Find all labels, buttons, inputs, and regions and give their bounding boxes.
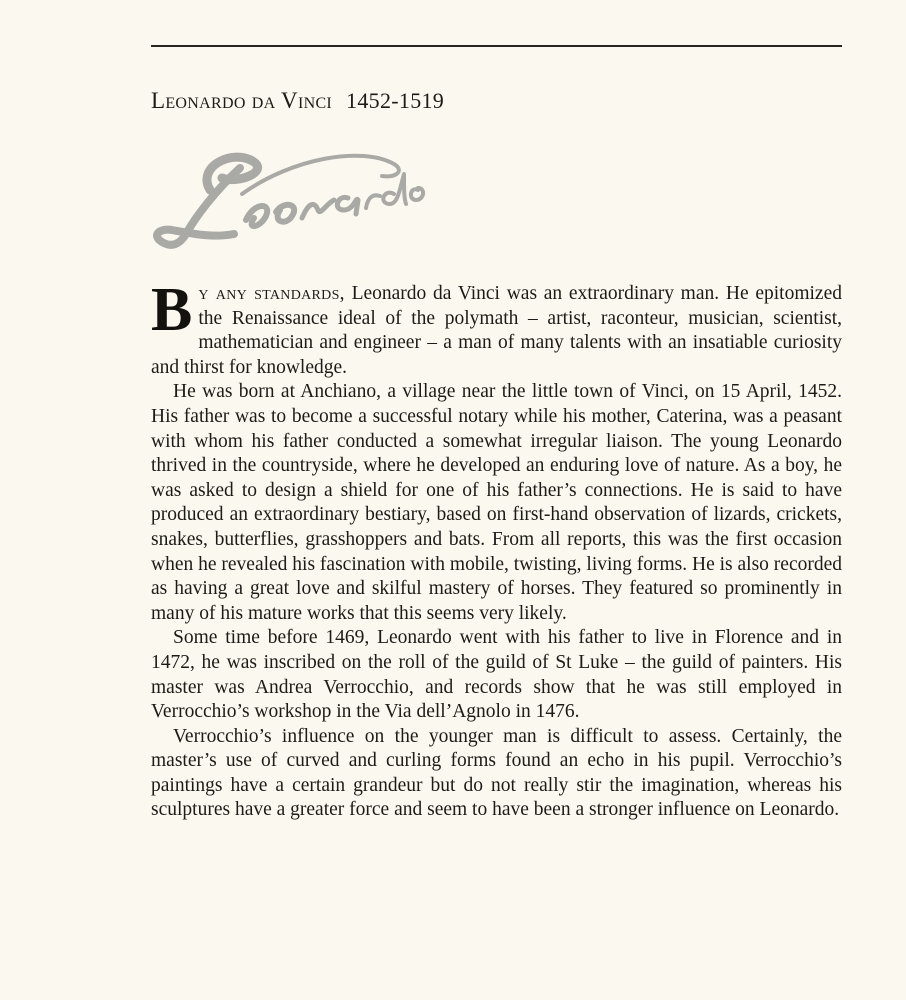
artist-dates: 1452-1519	[346, 88, 445, 113]
artist-name: Leonardo da Vinci	[151, 88, 333, 113]
paragraph-2: He was born at Anchiano, a village near the little town of Vinci, on 15 April, 1452. His father was to become a successful notary while his mother, Caterina, was a peasant with whom his father conducted a somewhat irregular liaison. The young Leonardo thrived in the countryside, where he developed an enduring love of nature. As a boy, he was asked to design a shield for one of his father’s connections. He is said to have produced an extraordinary bestiary, based on first-hand observation of lizards, crickets, snakes, butterflies, grasshoppers and bats. From all reports, this was the first occasion when he revealed his fascination with mobile, twisting, living forms. He is also recorded as having a great love and skilful mastery of horses. They featured so prominently in many of his mature works that this seems very likely.	[151, 381, 843, 624]
drop-cap: B	[151, 276, 193, 344]
signature-image	[142, 138, 432, 258]
paragraph-3: Some time before 1469, Leonardo went with his father to live in Florence and in 1472, he was inscribed on the roll of the guild of St Luke – the guild of painters. His master was Andrea Verrocchio, and records show that he was still employed in Verrocchio’s workshop in the Via dell’Agnolo in 1476.	[151, 627, 842, 723]
paragraph-1-text: Leonardo da Vinci was an extraordinary man. He epitomized the Renaissance ideal of the polymath – artist, raconteur, musician, scientist, mathematician and engineer – a man of many talents with an insatiable curiosity and thirst for knowledge.	[151, 283, 842, 378]
article-body	[151, 276, 843, 823]
page-title	[151, 88, 444, 114]
paragraph-1	[151, 276, 842, 380]
lead-in: y any standards,	[198, 283, 345, 304]
top-rule	[151, 45, 842, 47]
paragraph-4: Verrocchio’s influence on the younger man is difficult to assess. Certainly, the master’s use of curved and curling forms found an echo in his pupil. Verrocchio’s paintings have a certain grandeur but do not really stir the imagination, whereas his sculptures have a greater force and seem to have been a stronger influence on Leonardo.	[151, 725, 842, 821]
